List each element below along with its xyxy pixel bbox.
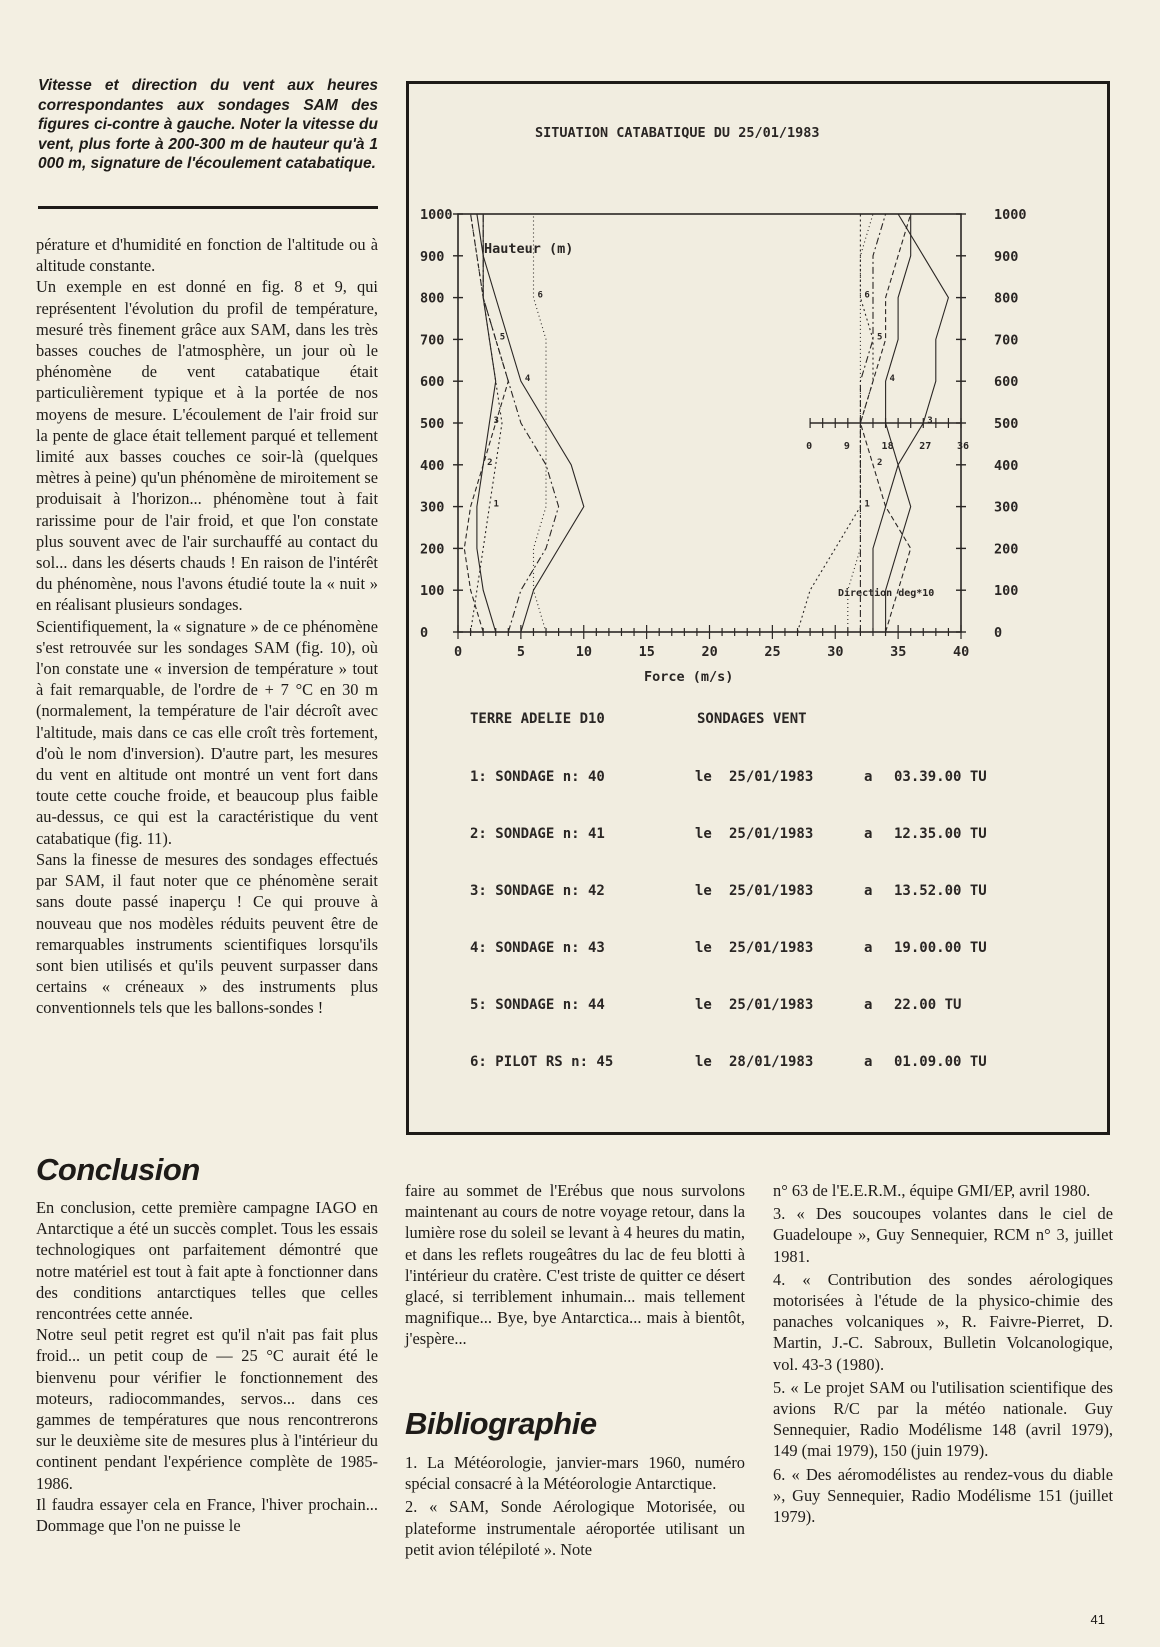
bib-item: 6. « Des aéromodélistes au rendez-vous du diable », Guy Sennequier, Radio Modélisme 151 (juillet 1979).: [773, 1464, 1113, 1527]
x-tick-label: 40: [953, 644, 970, 660]
y-tick-label-right: 0: [994, 625, 1003, 641]
paragraph: Sans la finesse de mesures des sondages effectués par SAM, il faut noter que ce phénomène serait sans doute passé inaperçu ! Ce qui prouve à nouveau que nos modèles réduits peuvent être de remarquables instruments scientifiques lorsqu'ils sont bien utilisés et qu'ils peuvent surpasser dans certains « créneaux » des instruments plus conventionnels tels que les ballons-sondes !: [36, 849, 378, 1018]
paragraph: Notre seul petit regret est qu'il n'ait pas fait plus froid... un petit coup de — 25 °C aurait été le bienvenu pour vérifier le fonctionnement des moteurs, radiocommandes, servos... dans ces gammes de températures que nous rencontrerons sur le deuxième site de mesures plus à l'intérieur du continent pendant l'expérience complète de 1985-1986.: [36, 1325, 378, 1493]
y-tick-label-right: 1000: [994, 207, 1027, 223]
sounding-a: a: [864, 1054, 873, 1070]
bib-item: 3. « Des soucoupes volantes dans le ciel de Guadeloupe », Guy Sennequier, RCM n° 3, juillet 1981.: [773, 1204, 1113, 1266]
sounding-a: a: [864, 997, 873, 1013]
direction-series-label: 3: [927, 416, 933, 426]
paragraph: pérature et d'humidité en fonction de l'altitude ou à altitude constante.: [36, 235, 378, 276]
middle-column: faire au sommet de l'Erébus que nous survolons maintenant au cours de notre voyage retour, dans la lumière rose du soleil se levant à 4 heures du matin, et dans les reflets rougeâtres du lac de feu blotti à l'intérieur du cratère. C'est triste de quitter ce désert glacé, si terriblement inhumain... mais tellement magnifique... Bye, bye Antarctica... mais à bientôt, j'espère...: [405, 1181, 746, 1349]
sounding-label: 6: PILOT RS n: 45: [470, 1054, 614, 1070]
x-tick-label: 20: [701, 644, 718, 660]
x-tick-label: 25: [764, 644, 781, 660]
sounding-label: 1: SONDAGE n: 40: [470, 769, 605, 785]
sounding-date: 28/01/1983: [729, 1054, 814, 1070]
list-header-right: SONDAGES VENT: [697, 711, 807, 727]
paragraph: Scientifiquement, la « signature » de ce phénomène s'est retrouvée sur les sondages SAM (fig. 10), où l'on constate une « inversion de température » tout à fait remarquable, de l'ordre de + 7 °C en 30 m (normalement, la température de l'air décroît avec l'altitude, mais dans ce cas elle croît très fortement, d'où le nom d'inversion). D'autre part, les mesures du vent en altitude ont montré un vent fort dans toute cette couche froide, et beaucoup plus faible au-dessus, ce qui est la caractéristique du vent catabatique (fig. 11).: [36, 616, 378, 848]
x-tick-label: 5: [516, 644, 526, 660]
sounding-le: le: [695, 883, 712, 899]
sounding-date: 25/01/1983: [729, 940, 814, 956]
y-tick-label: 200: [420, 541, 445, 558]
left-column: [36, 234, 378, 1019]
x-tick-label: 15: [638, 644, 655, 660]
sounding-le: le: [695, 1054, 712, 1070]
y-tick-label-right: 200: [994, 541, 1019, 558]
direction-series-label: 5: [876, 332, 883, 343]
speed-series-label: 4: [524, 374, 531, 385]
caption-rule: [38, 206, 378, 209]
y-tick-label: 400: [420, 457, 445, 474]
sounding-time: 13.52.00 TU: [894, 883, 987, 899]
y-tick-label-right: 300: [994, 499, 1019, 516]
direction-tick-label: 9: [843, 441, 850, 452]
direction-tick-label: 0: [806, 441, 813, 452]
sounding-le: le: [695, 826, 712, 842]
sounding-time: 03.39.00 TU: [894, 769, 987, 785]
y-tick-label: 700: [420, 332, 445, 349]
bib-item: 5. « Le projet SAM ou l'utilisation scientifique des avions R/C par la météo nationale. Guy Sennequier, Radio Modélisme 148 (avril 1979), 149 (mai 1979), 150 (juin 1979).: [773, 1377, 1113, 1461]
sounding-date: 25/01/1983: [729, 769, 814, 785]
y-tick-label: 500: [420, 416, 445, 432]
speed-series-label: 2: [487, 457, 493, 468]
y-tick-label: 900: [420, 248, 445, 265]
direction-tick-label: 36: [957, 441, 970, 452]
sounding-le: le: [695, 997, 712, 1013]
y-tick-label-right: 800: [994, 290, 1019, 307]
conclusion-text: [36, 1197, 378, 1536]
y-tick-label: 800: [420, 290, 445, 307]
speed-series-line: [534, 214, 547, 632]
sounding-a: a: [864, 769, 873, 785]
sounding-le: le: [695, 940, 712, 956]
sounding-time: 12.35.00 TU: [894, 826, 987, 842]
x-tick-label: 30: [827, 644, 844, 660]
sounding-date: 25/01/1983: [729, 997, 814, 1013]
x-tick-label: 10: [575, 644, 593, 660]
figure-caption: Vitesse et direction du vent aux heures correspondantes aux sondages SAM des figures ci-contre à gauche. Noter la vitesse du vent, plus forte à 200-300 m de hauteur qu'à 1 000 m, signature de l'écoulement catabatique.: [38, 77, 378, 172]
sounding-le: le: [695, 769, 712, 785]
paragraph: Un exemple en est donné en fig. 8 et 9, qui représentent l'évolution du profil de température, mesuré très finement grâce aux SAM, dans les très basses couches de l'atmosphère, un jour où le phénomène de vent catabatique était particulièrement typique et à la portée de nos moyens de mesure. L'écoulement de l'air froid sur la pente de glace était tellement parqué et tellement limité aux basses couches ce soir-là (quelques mètres à peine) qu'un phénomène de miroitement se produisait à l'horizon... phénomène tout à fait rarissime pour de l'air froid, et que l'on constate plus souvent avec de l'air surchauffé au contact du sol... dans les déserts chauds ! En raison de l'intérêt du phénomène, nous l'avons étudié toute la « nuit » en réalisant plusieurs sondages.: [36, 277, 378, 615]
list-header-left: TERRE ADELIE D10: [470, 711, 605, 727]
direction-series-label: 6: [864, 290, 870, 301]
sounding-label: 4: SONDAGE n: 43: [470, 940, 605, 956]
speed-series-label: 6: [537, 290, 543, 301]
sounding-label: 2: SONDAGE n: 41: [470, 826, 605, 842]
bib-item: 1. La Météorologie, janvier-mars 1960, numéro spécial consacré à la Météorologie Antarctique.: [405, 1453, 745, 1494]
sounding-a: a: [864, 940, 873, 956]
y-axis-label: Hauteur (m): [484, 241, 574, 257]
direction-series-label: 1: [864, 499, 870, 510]
speed-series-label: 1: [493, 499, 499, 510]
y-tick-label: 1000: [420, 207, 453, 223]
conclusion-heading: Conclusion: [36, 1152, 200, 1187]
x-tick-label: 35: [890, 644, 907, 660]
sounding-time: 01.09.00 TU: [894, 1054, 987, 1070]
y-tick-label-right: 900: [994, 248, 1019, 265]
sounding-a: a: [864, 883, 873, 899]
direction-tick-label: 18: [881, 441, 894, 452]
y-tick-label: 100: [420, 583, 445, 600]
bib-item: 2. « SAM, Sonde Aérologique Motorisée, ou plateforme instrumentale aéroportée utilisant un petit avion télépiloté ». Note: [405, 1497, 745, 1559]
speed-series-label: 5: [499, 332, 506, 343]
chart-title: SITUATION CATABATIQUE DU 25/01/1983: [535, 125, 820, 141]
speed-series-label: 3: [493, 416, 499, 426]
paragraph: En conclusion, cette première campagne IAGO en Antarctique a été un succès complet. Tous les essais technologiques ont parfaitement démontré que notre matériel est tout à fait apte à fonctionner dans des conditions antarctiques telles que celles rencontrées cette année.: [36, 1198, 378, 1324]
direction-series-label: 4: [889, 374, 895, 385]
y-tick-label-right: 500: [994, 416, 1019, 432]
direction-label: Direction deg*10: [838, 588, 935, 599]
bib-item: 4. « Contribution des sondes aérologiques motorisées à l'étude de la physico-chimie des panaches volcaniques », R. Faivre-Pierret, D. Martin, J.-C. Sabroux, Bulletin Volcanologique, vol. 43-3 (1980).: [773, 1269, 1113, 1374]
direction-tick-label: 27: [919, 441, 932, 452]
x-axis-label: Force (m/s): [644, 669, 734, 685]
direction-series-label: 2: [876, 457, 883, 468]
figure-box: [406, 81, 1110, 1135]
bibliography-right: [773, 1180, 1113, 1529]
sounding-label: 5: SONDAGE n: 44: [470, 997, 605, 1013]
sounding-date: 25/01/1983: [729, 883, 814, 899]
wind-chart: [409, 84, 1107, 1132]
y-tick-label-right: 600: [994, 374, 1019, 391]
y-tick-label: 300: [420, 499, 445, 516]
sounding-label: 3: SONDAGE n: 42: [470, 883, 605, 899]
bib-item: n° 63 de l'E.E.R.M., équipe GMI/EP, avril 1980.: [773, 1181, 1091, 1200]
y-tick-label: 0: [420, 625, 429, 641]
bibliography-middle: [405, 1452, 745, 1562]
sounding-date: 25/01/1983: [729, 826, 814, 842]
x-tick-label: 0: [454, 644, 463, 660]
sounding-time: 22.00 TU: [894, 997, 962, 1013]
page-number: 41: [1090, 1612, 1105, 1627]
y-tick-label: 600: [420, 374, 445, 391]
sounding-time: 19.00.00 TU: [894, 940, 987, 956]
paragraph: Il faudra essayer cela en France, l'hiver prochain... Dommage que l'on ne puisse le: [36, 1494, 378, 1536]
y-tick-label-right: 400: [994, 457, 1019, 474]
bibliography-heading: Bibliographie: [405, 1406, 597, 1441]
sounding-a: a: [864, 826, 873, 842]
y-tick-label-right: 700: [994, 332, 1019, 349]
y-tick-label-right: 100: [994, 583, 1019, 600]
